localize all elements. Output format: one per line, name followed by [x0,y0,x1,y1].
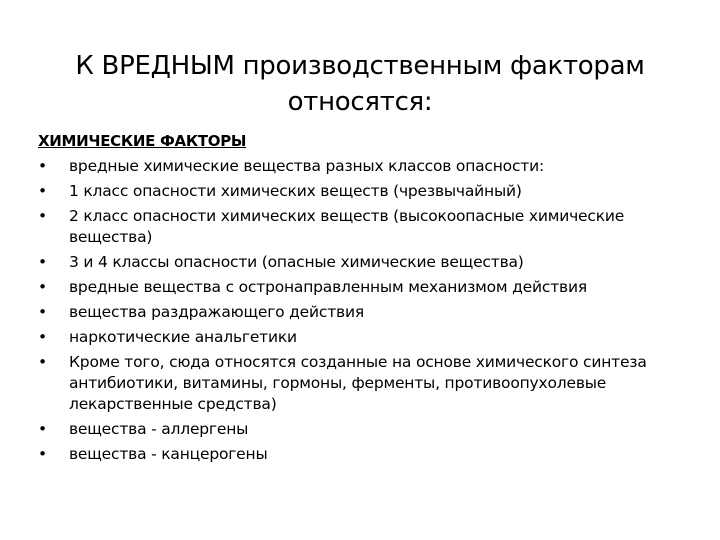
list-item-text: вещества раздражающего действия [69,303,364,321]
bullet-icon: • [38,207,47,225]
list-item [38,206,688,248]
list-item [38,252,688,273]
bullet-icon: • [38,445,47,463]
section-heading: ХИМИЧЕСКИЕ ФАКТОРЫ [38,132,247,150]
list-item [38,181,688,202]
list-item-text: 2 класс опасности химических веществ (высокоопасные химические вещества) [69,207,625,246]
list-item [38,156,688,177]
list-item-text: вещества - канцерогены [69,445,268,463]
bullet-icon: • [38,253,47,271]
bullet-icon: • [38,353,47,371]
bullet-icon: • [38,157,47,175]
bullet-icon: • [38,278,47,296]
slide-title: К ВРЕДНЫМ производственным факторам относятся: [75,51,645,117]
list-item-text: наркотические анальгетики [69,328,297,346]
list-item-text: 1 класс опасности химических веществ (чрезвычайный) [69,182,522,200]
list-item [38,352,688,415]
list-item-text: вредные вещества с остронаправленным механизмом действия [69,278,587,296]
bullet-icon: • [38,182,47,200]
bullet-icon: • [38,328,47,346]
list-item-text: 3 и 4 классы опасности (опасные химические вещества) [69,253,524,271]
list-item-text: Кроме того, сюда относятся созданные на основе химического синтеза антибиотики, витамины, гормоны, ферменты, противоопухолевые лекарственные средства) [69,353,647,413]
slide-content [38,130,688,469]
list-item [38,327,688,348]
list-item [38,277,688,298]
list-item-text: вещества - аллергены [69,420,249,438]
bullet-list [38,156,688,465]
list-item [38,444,688,465]
bullet-icon: • [38,303,47,321]
bullet-icon: • [38,420,47,438]
list-item [38,419,688,440]
list-item-text: вредные химические вещества разных классов опасности: [69,157,545,175]
list-item [38,302,688,323]
